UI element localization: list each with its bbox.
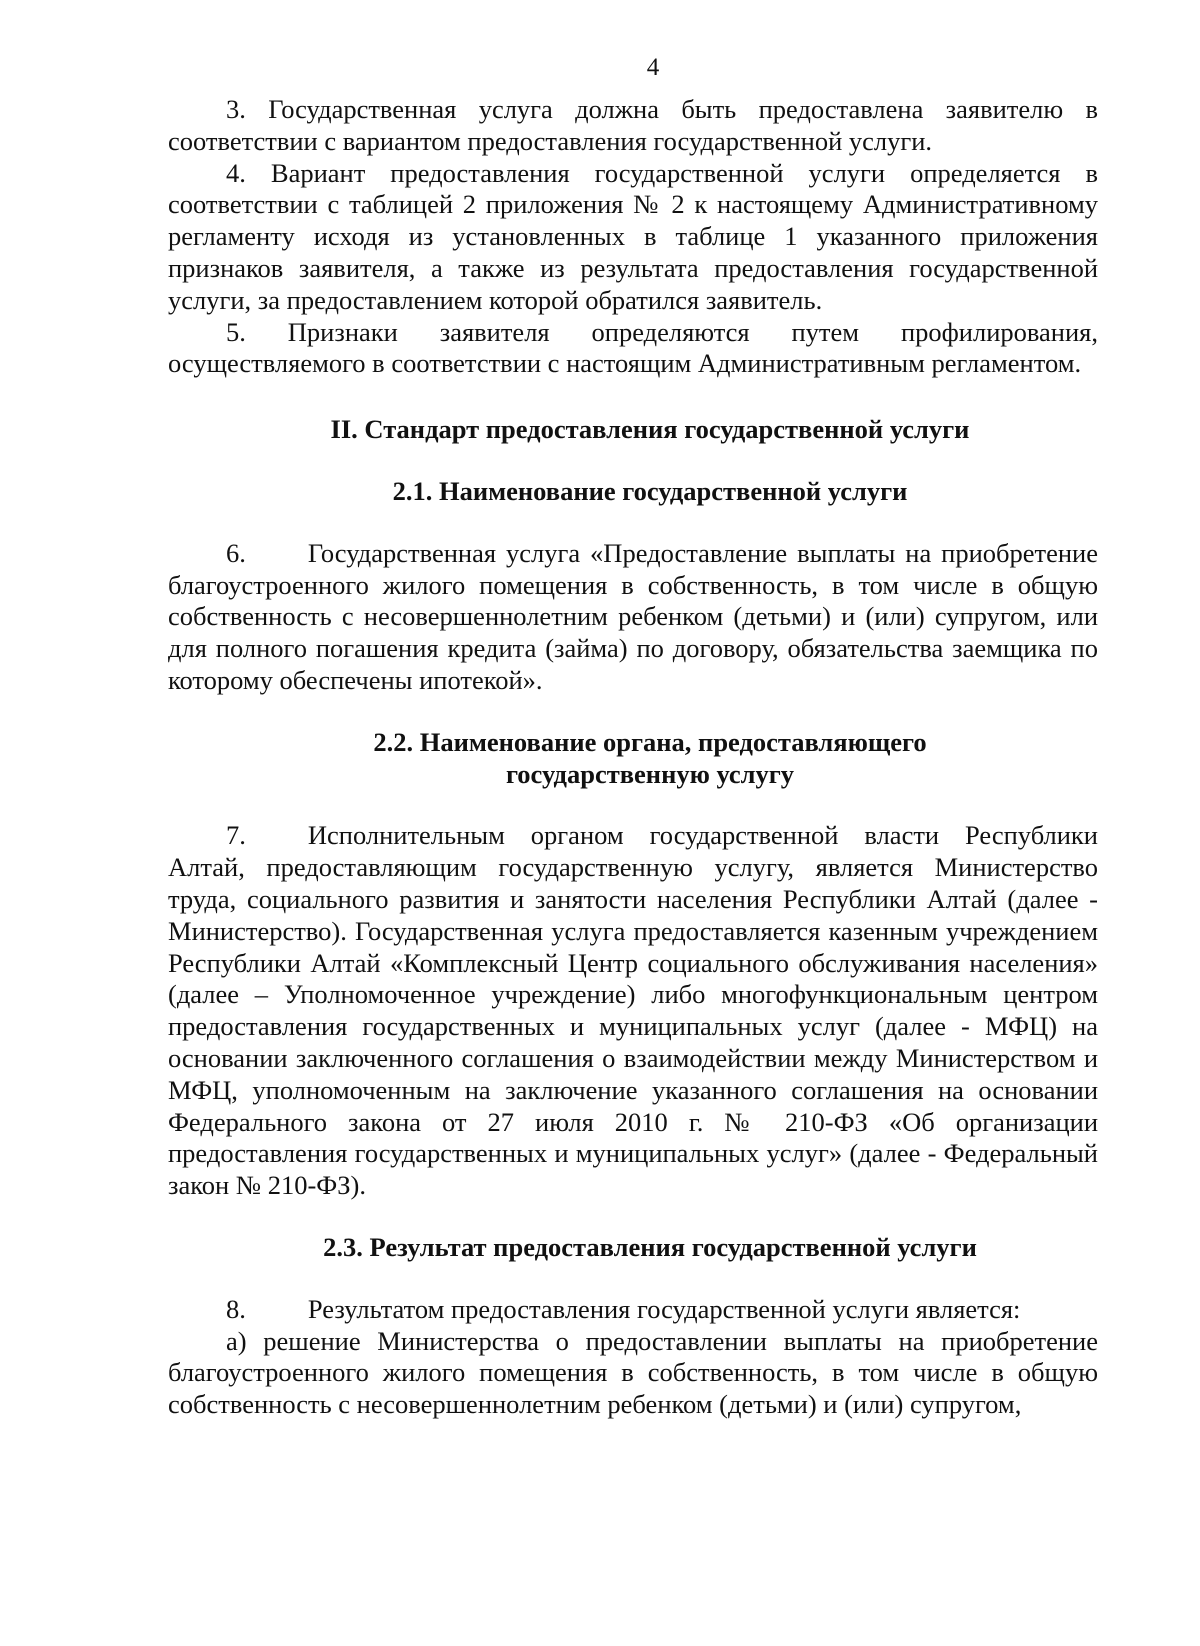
paragraph-8-item-a: а) решение Министерства о предоставлении выплаты на приобретение благоустроенного жилого помещения в собственность, в том числе в общую собственность с несовершеннолетним ребенком (детьми) и (или) супругом, [168,1325,1098,1420]
section-title: II. Стандарт предоставления государственной услуги [330,414,970,445]
paragraph-6-text: Государственная услуга «Предоставление выплаты на приобретение благоустроенного жилого помещения в собственность, в том числе в общую собственность с несовершеннолетним ребенком (детьми) и (или) супругом, или для полного погашения кредита (займа) по договору, обязательства заемщика по которому обеспечены ипотекой». [168,537,1098,695]
paragraph-8-number: 8. [226,1293,246,1324]
paragraph-6 [168,538,1098,697]
subsection-2-3-title: 2.3. Результат предоставления государственной услуги [323,1231,977,1262]
paragraph-7 [168,820,1098,1202]
paragraph-8 [168,1294,1098,1326]
subsection-2-2-title-line2: государственную услугу [505,758,795,789]
subsection-2-2-title-line1: 2.2. Наименование органа, предоставляющего [373,726,927,757]
document-page [168,52,1098,1421]
subsection-2-2-title [168,727,1098,791]
subsection-2-1-title: 2.1. Наименование государственной услуги [392,475,908,506]
paragraph-6-number: 6. [226,537,246,568]
paragraph-8-text: Результатом предоставления государственной услуги является: [307,1293,1021,1324]
paragraph-7-number: 7. [226,820,246,851]
paragraph-5: 5. Признаки заявителя определяются путем профилирования, осуществляемого в соответствии с настоящим Административным регламентом. [168,316,1098,379]
page-number: 4 [646,54,660,81]
paragraph-7-text: Исполнительным органом государственной власти Республики Алтай, предоставляющим государственную услугу, является Министерство труда, социального развития и занятости населения Республики Алтай (далее - Министерство). Государственная услуга предоставляется казенным учреждением Республики Алтай «Комплексный Центр социального обслуживания населения» (далее – Уполномоченное учреждение) либо многофункциональным центром предоставления государственных и муниципальных услуг (далее - МФЦ) на основании заключенного соглашения о взаимодействии между Министерством и МФЦ, уполномоченным на заключение указанного соглашения на основании Федерального закона от 27 июля 2010 г. № 210-ФЗ «Об организации предоставления государственных и муниципальных услуг» (далее - Федеральный закон № 210-ФЗ). [168,820,1098,1201]
paragraph-4: 4. Вариант предоставления государственной услуги определяется в соответствии с таблицей 2 приложения № 2 к настоящему Административному регламенту исходя из установленных в таблице 1 указанного приложения признаков заявителя, а также из результата предоставления государственной услуги, за предоставлением которой обратился заявитель. [168,157,1098,315]
paragraph-3: 3. Государственная услуга должна быть предоставлена заявителю в соответствии с вариантом предоставления государственной услуги. [168,94,1098,156]
